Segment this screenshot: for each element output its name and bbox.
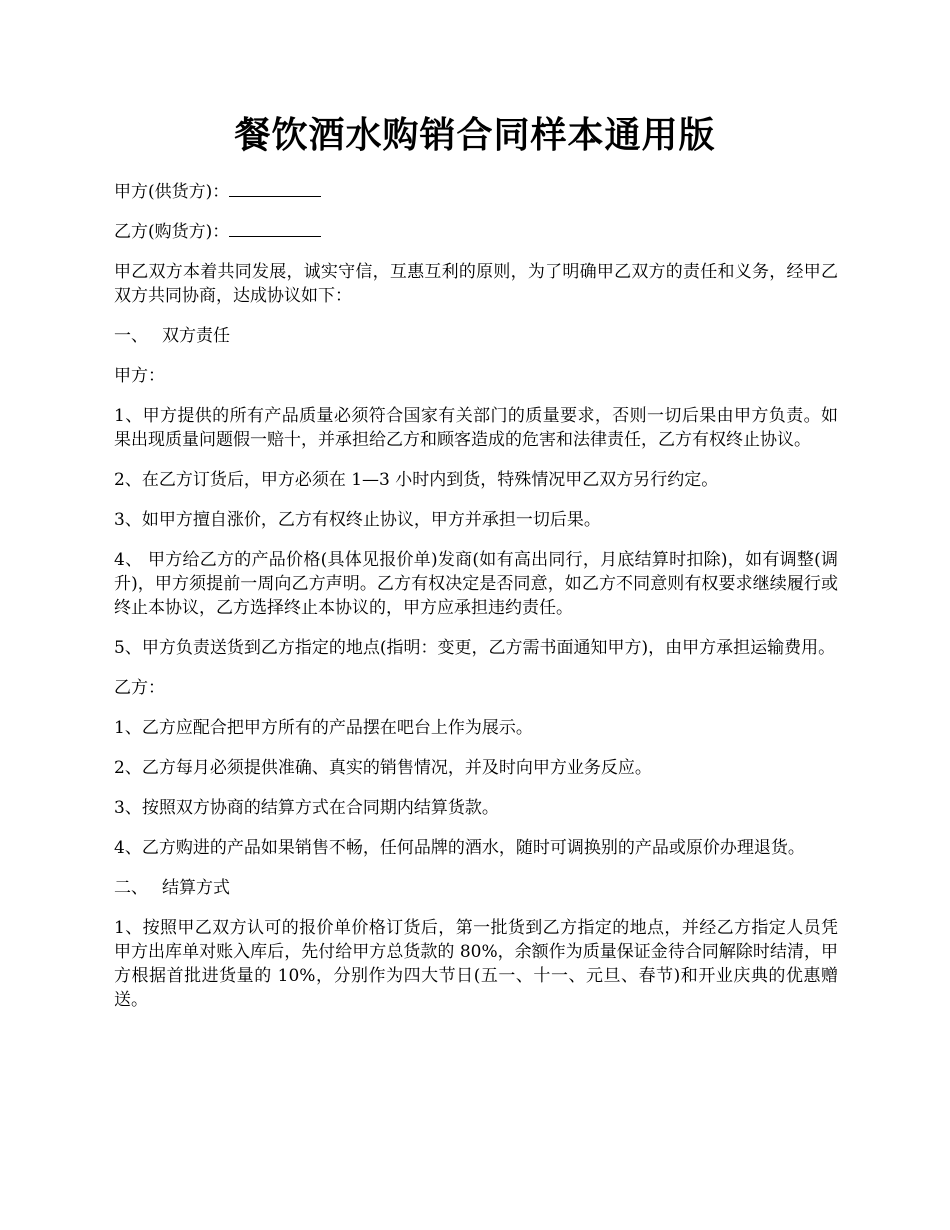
party-a-clause-1: 1、甲方提供的所有产品质量必须符合国家有关部门的质量要求，否则一切后果由甲方负责。如果出现质量问题假一赔十，并承担给乙方和顾客造成的危害和法律责任，乙方有权终止协议。 <box>114 406 838 450</box>
party-a-label: 甲方(供货方)： <box>114 182 230 202</box>
party-b-clause-2: 2、乙方每月必须提供准确、真实的销售情况，并及时向甲方业务反应。 <box>114 758 652 778</box>
section-heading-text: 双方责任 <box>162 326 230 346</box>
section-heading-text: 结算方式 <box>162 878 230 898</box>
settlement-clause-1: 1、按照甲乙双方认可的报价单价格订货后，第一批货到乙方指定的地点，并经乙方指定人员凭甲方出库单对账入库后，先付给甲方总货款的 80%，余额作为质量保证金待合同解除时结清，甲方根据首批进货量的 10%，分别作为四大节日(五一、十一、元旦、春节)和开业庆典的优惠赠送。 <box>114 918 838 1010</box>
party-b-label: 乙方(购货方)： <box>114 222 230 242</box>
section-number: 一、 <box>114 326 148 346</box>
party-a-heading: 甲方： <box>114 366 165 386</box>
section-heading-responsibilities <box>114 324 838 348</box>
section-number: 二、 <box>114 878 148 898</box>
document-body <box>114 180 838 1028</box>
party-b-clause-1: 1、乙方应配合把甲方所有的产品摆在吧台上作为展示。 <box>114 718 533 738</box>
party-a-blank-field <box>229 180 321 197</box>
party-a-line <box>114 180 838 204</box>
section-heading-settlement <box>114 876 838 900</box>
party-b-clause-3: 3、按照双方协商的结算方式在合同期内结算货款。 <box>114 798 499 818</box>
party-b-heading: 乙方： <box>114 678 165 698</box>
party-a-clause-5: 5、甲方负责送货到乙方指定的地点(指明：变更，乙方需书面通知甲方)，由甲方承担运输费用。 <box>114 638 836 658</box>
party-b-clause-4: 4、乙方购进的产品如果销售不畅，任何品牌的酒水，随时可调换别的产品或原价办理退货。 <box>114 838 805 858</box>
party-b-blank-field <box>229 220 321 237</box>
party-a-clause-4: 4、 甲方给乙方的产品价格(具体见报价单)发商(如有高出同行，月底结算时扣除)，如有调整(调升)，甲方须提前一周向乙方声明。乙方有权决定是否同意，如乙方不同意则有权要求继续履行或终止本协议，乙方选择终止本协议的，甲方应承担违约责任。 <box>114 550 838 618</box>
party-b-line <box>114 220 838 244</box>
intro-paragraph: 甲乙双方本着共同发展，诚实守信，互惠互利的原则，为了明确甲乙双方的责任和义务，经甲乙双方共同协商，达成协议如下： <box>114 262 838 306</box>
document-title: 餐饮酒水购销合同样本通用版 <box>234 115 716 156</box>
party-a-clause-3: 3、如甲方擅自涨价，乙方有权终止协议，甲方并承担一切后果。 <box>114 510 601 530</box>
party-a-clause-2: 2、在乙方订货后，甲方必须在 1—3 小时内到货，特殊情况甲乙双方另行约定。 <box>114 470 719 490</box>
